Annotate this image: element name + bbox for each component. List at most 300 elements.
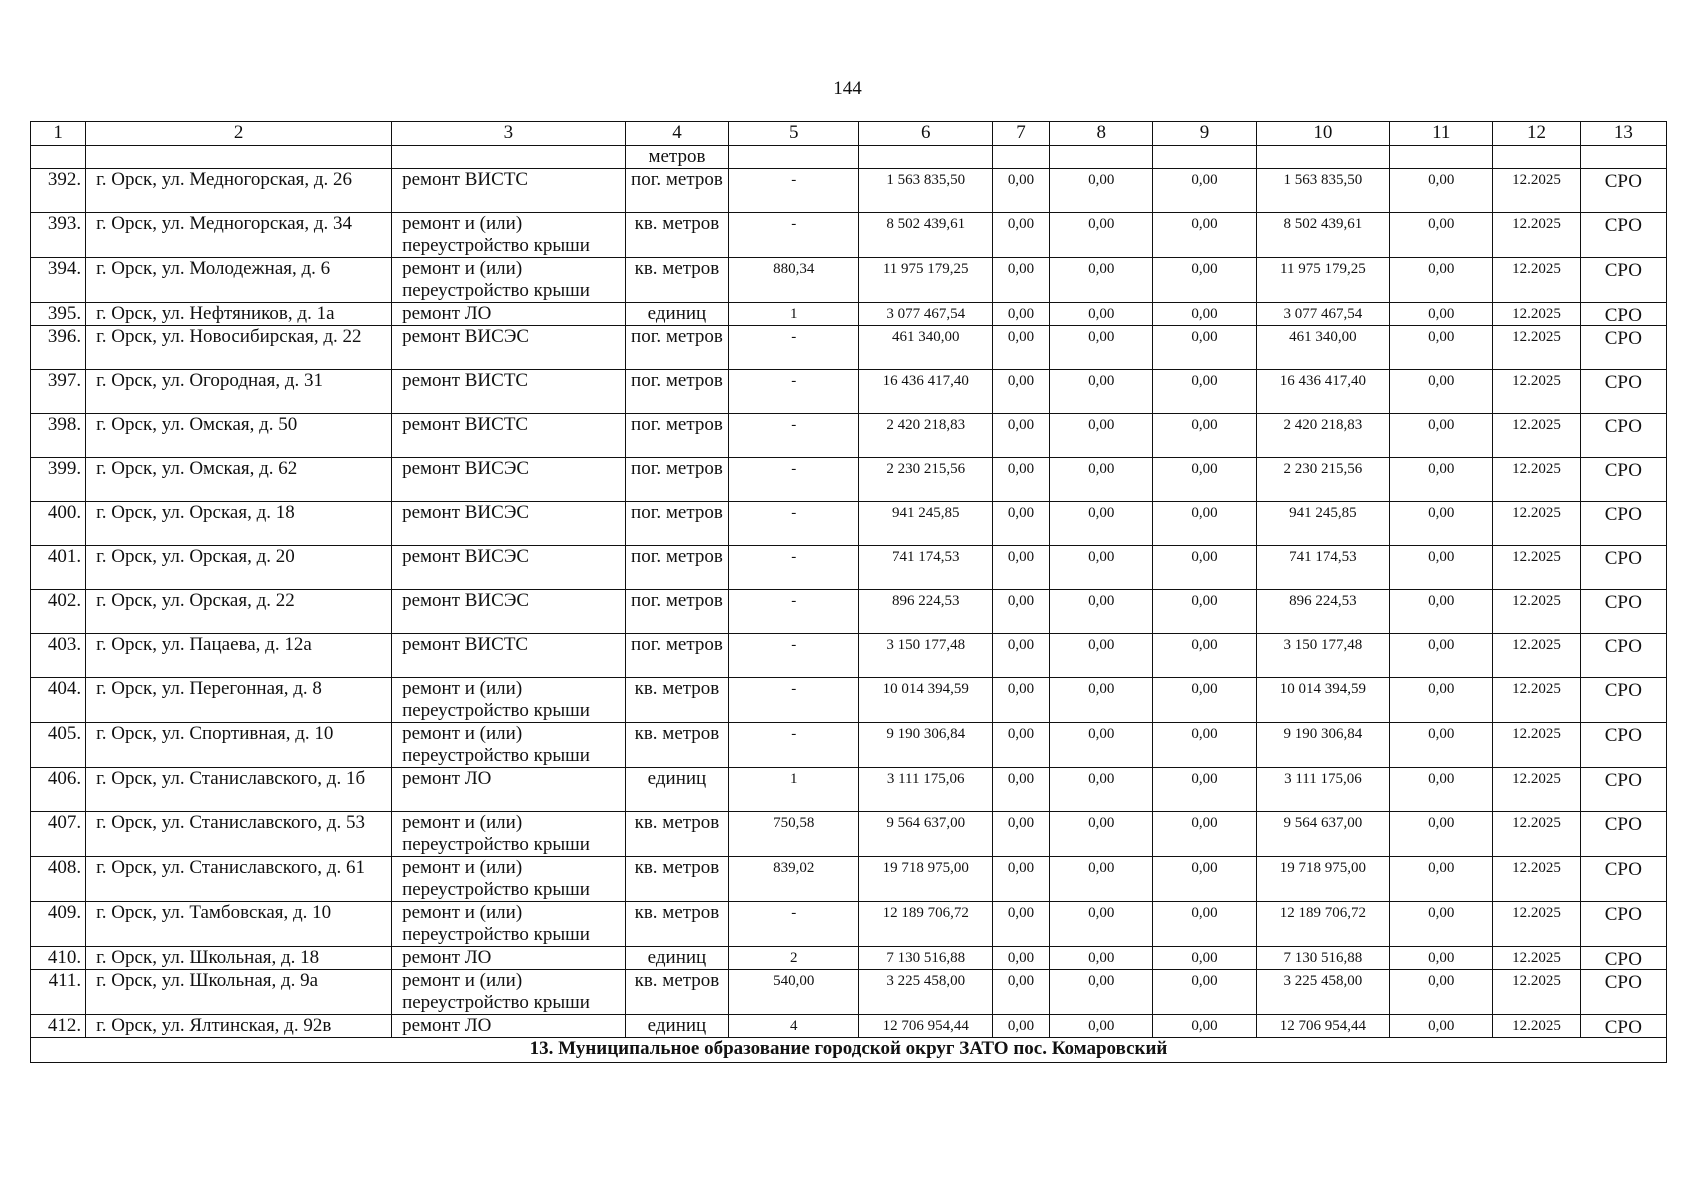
column-11-cell: 0,00 xyxy=(1390,723,1493,768)
quantity-cell: - xyxy=(729,414,859,458)
method-cell xyxy=(1580,370,1666,414)
unit-cell: кв. метров xyxy=(625,723,728,768)
column-7-cell: 0,00 xyxy=(992,370,1049,414)
total-cost-cell: 3 225 458,00 xyxy=(859,970,992,1015)
row-number-cell: 402. xyxy=(31,590,86,634)
completion-date-cell: 12.2025 xyxy=(1493,768,1580,812)
column-8-cell: 0,00 xyxy=(1050,414,1153,458)
unit-cell: пог. метров xyxy=(625,169,728,213)
unit-cell: пог. метров xyxy=(625,502,728,546)
total-cost-cell: 19 718 975,00 xyxy=(859,857,992,902)
total-cost-cell: 7 130 516,88 xyxy=(859,947,992,970)
column-8-cell: 0,00 xyxy=(1050,902,1153,947)
total-cost-cell: 9 564 637,00 xyxy=(859,812,992,857)
column-11-cell: 0,00 xyxy=(1390,213,1493,258)
unit-cell: кв. метров xyxy=(625,678,728,723)
column-header: 7 xyxy=(992,122,1049,146)
table-row xyxy=(31,414,1667,458)
column-9-cell: 0,00 xyxy=(1153,258,1256,303)
column-9-cell: 0,00 xyxy=(1153,546,1256,590)
column-header: 1 xyxy=(31,122,86,146)
quantity-cell: 880,34 xyxy=(729,258,859,303)
unit-cell: пог. метров xyxy=(625,634,728,678)
column-11-cell: 0,00 xyxy=(1390,458,1493,502)
table-row xyxy=(31,326,1667,370)
row-number-cell: 393. xyxy=(31,213,86,258)
column-7-cell: 0,00 xyxy=(992,458,1049,502)
column-9-cell: 0,00 xyxy=(1153,502,1256,546)
work-type-cell: ремонт и (или) переустройство крыши xyxy=(392,857,626,902)
page-number: 144 xyxy=(833,78,862,99)
column-11-cell: 0,00 xyxy=(1390,634,1493,678)
column-11-cell: 0,00 xyxy=(1390,902,1493,947)
method-label: СРО xyxy=(1604,770,1642,791)
column-7-cell: 0,00 xyxy=(992,258,1049,303)
table-row xyxy=(31,902,1667,947)
completion-date-cell: 12.2025 xyxy=(1493,970,1580,1015)
column-11-cell: 0,00 xyxy=(1390,970,1493,1015)
method-cell xyxy=(1580,634,1666,678)
work-type-cell: ремонт ВИСТС xyxy=(392,414,626,458)
table-row xyxy=(31,458,1667,502)
quantity-cell: 750,58 xyxy=(729,812,859,857)
column-8-cell: 0,00 xyxy=(1050,970,1153,1015)
table-row xyxy=(31,303,1667,326)
column-10-cell: 1 563 835,50 xyxy=(1256,169,1389,213)
quantity-cell: 1 xyxy=(729,303,859,326)
method-label: СРО xyxy=(1604,215,1642,236)
unit-cell: пог. метров xyxy=(625,414,728,458)
column-header: 13 xyxy=(1580,122,1666,146)
table-row xyxy=(31,258,1667,303)
completion-date-cell: 12.2025 xyxy=(1493,303,1580,326)
column-9-cell: 0,00 xyxy=(1153,213,1256,258)
total-cost-cell: 11 975 179,25 xyxy=(859,258,992,303)
column-9-cell: 0,00 xyxy=(1153,857,1256,902)
column-9-cell: 0,00 xyxy=(1153,723,1256,768)
address-cell: г. Орск, ул. Огородная, д. 31 xyxy=(86,370,392,414)
column-8-cell: 0,00 xyxy=(1050,947,1153,970)
row-number-cell: 394. xyxy=(31,258,86,303)
work-type-cell: ремонт ВИСЭС xyxy=(392,458,626,502)
total-cost-cell: 941 245,85 xyxy=(859,502,992,546)
completion-date-cell: 12.2025 xyxy=(1493,634,1580,678)
column-8-cell: 0,00 xyxy=(1050,303,1153,326)
table-row xyxy=(31,546,1667,590)
column-7-cell: 0,00 xyxy=(992,634,1049,678)
column-9-cell: 0,00 xyxy=(1153,947,1256,970)
column-11-cell: 0,00 xyxy=(1390,590,1493,634)
column-10-cell: 16 436 417,40 xyxy=(1256,370,1389,414)
column-8-cell: 0,00 xyxy=(1050,458,1153,502)
work-type-cell: ремонт ЛО xyxy=(392,1015,626,1038)
method-label: СРО xyxy=(1604,904,1642,925)
total-cost-cell: 896 224,53 xyxy=(859,590,992,634)
quantity-cell: - xyxy=(729,678,859,723)
section-heading-row xyxy=(31,1038,1667,1063)
continuation-row xyxy=(31,146,1667,169)
row-number-cell: 412. xyxy=(31,1015,86,1038)
work-type-cell: ремонт ВИСЭС xyxy=(392,590,626,634)
quantity-cell: - xyxy=(729,590,859,634)
column-11-cell: 0,00 xyxy=(1390,370,1493,414)
row-number-cell: 401. xyxy=(31,546,86,590)
column-8-cell: 0,00 xyxy=(1050,590,1153,634)
column-8-cell: 0,00 xyxy=(1050,370,1153,414)
method-label: СРО xyxy=(1604,636,1642,657)
address-cell: г. Орск, ул. Станиславского, д. 1б xyxy=(86,768,392,812)
unit-cell: пог. метров xyxy=(625,326,728,370)
method-label: СРО xyxy=(1604,260,1642,281)
quantity-cell: - xyxy=(729,634,859,678)
method-cell xyxy=(1580,768,1666,812)
completion-date-cell: 12.2025 xyxy=(1493,370,1580,414)
row-number-cell: 398. xyxy=(31,414,86,458)
quantity-cell: 1 xyxy=(729,768,859,812)
column-7-cell: 0,00 xyxy=(992,970,1049,1015)
method-label: СРО xyxy=(1604,859,1642,880)
completion-date-cell: 12.2025 xyxy=(1493,414,1580,458)
column-10-cell: 8 502 439,61 xyxy=(1256,213,1389,258)
method-cell xyxy=(1580,502,1666,546)
column-header: 6 xyxy=(859,122,992,146)
address-cell: г. Орск, ул. Омская, д. 62 xyxy=(86,458,392,502)
column-11-cell: 0,00 xyxy=(1390,947,1493,970)
work-type-cell: ремонт и (или) переустройство крыши xyxy=(392,970,626,1015)
column-10-cell: 9 564 637,00 xyxy=(1256,812,1389,857)
quantity-cell: 839,02 xyxy=(729,857,859,902)
column-11-cell: 0,00 xyxy=(1390,326,1493,370)
row-number-cell: 409. xyxy=(31,902,86,947)
method-cell xyxy=(1580,970,1666,1015)
work-type-cell: ремонт и (или) переустройство крыши xyxy=(392,902,626,947)
column-9-cell: 0,00 xyxy=(1153,414,1256,458)
work-type-cell: ремонт и (или) переустройство крыши xyxy=(392,678,626,723)
work-type-cell: ремонт ЛО xyxy=(392,768,626,812)
work-type-cell: ремонт ВИСТС xyxy=(392,370,626,414)
column-7-cell: 0,00 xyxy=(992,326,1049,370)
column-11-cell: 0,00 xyxy=(1390,258,1493,303)
completion-date-cell: 12.2025 xyxy=(1493,812,1580,857)
completion-date-cell: 12.2025 xyxy=(1493,546,1580,590)
column-7-cell: 0,00 xyxy=(992,169,1049,213)
address-cell: г. Орск, ул. Орская, д. 20 xyxy=(86,546,392,590)
address-cell: г. Орск, ул. Спортивная, д. 10 xyxy=(86,723,392,768)
quantity-cell: 4 xyxy=(729,1015,859,1038)
unit-cell: метров xyxy=(625,146,728,169)
section-heading: 13. Муниципальное образование городской округ ЗАТО пос. Комаровский xyxy=(31,1038,1667,1063)
column-9-cell: 0,00 xyxy=(1153,303,1256,326)
table-row xyxy=(31,947,1667,970)
column-10-cell: 7 130 516,88 xyxy=(1256,947,1389,970)
total-cost-cell: 16 436 417,40 xyxy=(859,370,992,414)
table-row xyxy=(31,1015,1667,1038)
column-7-cell: 0,00 xyxy=(992,857,1049,902)
unit-cell: единиц xyxy=(625,1015,728,1038)
column-10-cell: 741 174,53 xyxy=(1256,546,1389,590)
table-row xyxy=(31,970,1667,1015)
method-label: СРО xyxy=(1604,372,1642,393)
work-type-cell: ремонт ЛО xyxy=(392,947,626,970)
completion-date-cell: 12.2025 xyxy=(1493,857,1580,902)
completion-date-cell: 12.2025 xyxy=(1493,590,1580,634)
unit-cell: кв. метров xyxy=(625,970,728,1015)
total-cost-cell: 3 077 467,54 xyxy=(859,303,992,326)
column-8-cell: 0,00 xyxy=(1050,1015,1153,1038)
quantity-cell: - xyxy=(729,902,859,947)
table-row xyxy=(31,213,1667,258)
total-cost-cell: 461 340,00 xyxy=(859,326,992,370)
column-11-cell: 0,00 xyxy=(1390,169,1493,213)
column-10-cell: 11 975 179,25 xyxy=(1256,258,1389,303)
unit-cell: единиц xyxy=(625,947,728,970)
row-number-cell: 397. xyxy=(31,370,86,414)
method-label: СРО xyxy=(1604,416,1642,437)
column-header: 12 xyxy=(1493,122,1580,146)
row-number-cell: 395. xyxy=(31,303,86,326)
work-type-cell: ремонт ВИСЭС xyxy=(392,546,626,590)
method-cell xyxy=(1580,947,1666,970)
column-7-cell: 0,00 xyxy=(992,213,1049,258)
method-cell xyxy=(1580,902,1666,947)
quantity-cell: 2 xyxy=(729,947,859,970)
column-header: 9 xyxy=(1153,122,1256,146)
method-cell xyxy=(1580,458,1666,502)
column-header: 10 xyxy=(1256,122,1389,146)
quantity-cell: - xyxy=(729,169,859,213)
column-10-cell: 461 340,00 xyxy=(1256,326,1389,370)
column-9-cell: 0,00 xyxy=(1153,970,1256,1015)
work-type-cell: ремонт ВИСТС xyxy=(392,169,626,213)
column-10-cell: 941 245,85 xyxy=(1256,502,1389,546)
column-8-cell: 0,00 xyxy=(1050,169,1153,213)
row-number-cell: 392. xyxy=(31,169,86,213)
column-11-cell: 0,00 xyxy=(1390,857,1493,902)
quantity-cell: - xyxy=(729,458,859,502)
column-7-cell: 0,00 xyxy=(992,902,1049,947)
address-cell: г. Орск, ул. Молодежная, д. 6 xyxy=(86,258,392,303)
column-11-cell: 0,00 xyxy=(1390,414,1493,458)
total-cost-cell: 8 502 439,61 xyxy=(859,213,992,258)
column-9-cell: 0,00 xyxy=(1153,634,1256,678)
column-7-cell: 0,00 xyxy=(992,590,1049,634)
column-7-cell: 0,00 xyxy=(992,414,1049,458)
unit-cell: кв. метров xyxy=(625,812,728,857)
column-11-cell: 0,00 xyxy=(1390,1015,1493,1038)
column-8-cell: 0,00 xyxy=(1050,768,1153,812)
column-7-cell: 0,00 xyxy=(992,546,1049,590)
capital-repair-table xyxy=(30,121,1667,1063)
quantity-cell: 540,00 xyxy=(729,970,859,1015)
column-11-cell: 0,00 xyxy=(1390,502,1493,546)
column-7-cell: 0,00 xyxy=(992,502,1049,546)
table-row xyxy=(31,768,1667,812)
column-9-cell: 0,00 xyxy=(1153,1015,1256,1038)
work-type-cell: ремонт ВИСЭС xyxy=(392,326,626,370)
address-cell: г. Орск, ул. Школьная, д. 9а xyxy=(86,970,392,1015)
method-cell xyxy=(1580,414,1666,458)
method-label: СРО xyxy=(1604,548,1642,569)
column-11-cell: 0,00 xyxy=(1390,812,1493,857)
work-type-cell: ремонт ВИСТС xyxy=(392,634,626,678)
unit-cell: кв. метров xyxy=(625,857,728,902)
method-cell xyxy=(1580,590,1666,634)
address-cell: г. Орск, ул. Нефтяников, д. 1а xyxy=(86,303,392,326)
column-header: 3 xyxy=(392,122,626,146)
column-10-cell: 12 706 954,44 xyxy=(1256,1015,1389,1038)
work-type-cell: ремонт ЛО xyxy=(392,303,626,326)
row-number-cell: 407. xyxy=(31,812,86,857)
address-cell: г. Орск, ул. Орская, д. 22 xyxy=(86,590,392,634)
completion-date-cell: 12.2025 xyxy=(1493,326,1580,370)
completion-date-cell: 12.2025 xyxy=(1493,213,1580,258)
address-cell: г. Орск, ул. Станиславского, д. 61 xyxy=(86,857,392,902)
column-10-cell: 19 718 975,00 xyxy=(1256,857,1389,902)
table-row xyxy=(31,678,1667,723)
table-row xyxy=(31,590,1667,634)
completion-date-cell: 12.2025 xyxy=(1493,502,1580,546)
column-header: 5 xyxy=(729,122,859,146)
total-cost-cell: 12 706 954,44 xyxy=(859,1015,992,1038)
work-type-cell: ремонт ВИСЭС xyxy=(392,502,626,546)
total-cost-cell: 3 111 175,06 xyxy=(859,768,992,812)
method-cell xyxy=(1580,303,1666,326)
completion-date-cell: 12.2025 xyxy=(1493,947,1580,970)
row-number-cell: 403. xyxy=(31,634,86,678)
column-header: 11 xyxy=(1390,122,1493,146)
table-row xyxy=(31,634,1667,678)
method-label: СРО xyxy=(1604,305,1642,326)
table-row xyxy=(31,169,1667,213)
quantity-cell: - xyxy=(729,502,859,546)
column-8-cell: 0,00 xyxy=(1050,502,1153,546)
row-number-cell: 411. xyxy=(31,970,86,1015)
total-cost-cell: 741 174,53 xyxy=(859,546,992,590)
method-cell xyxy=(1580,678,1666,723)
address-cell: г. Орск, ул. Омская, д. 50 xyxy=(86,414,392,458)
row-number-cell: 400. xyxy=(31,502,86,546)
quantity-cell: - xyxy=(729,546,859,590)
method-label: СРО xyxy=(1604,504,1642,525)
column-10-cell: 3 225 458,00 xyxy=(1256,970,1389,1015)
table-row xyxy=(31,812,1667,857)
unit-cell: пог. метров xyxy=(625,546,728,590)
table-row xyxy=(31,857,1667,902)
total-cost-cell: 2 420 218,83 xyxy=(859,414,992,458)
column-header: 8 xyxy=(1050,122,1153,146)
unit-cell: пог. метров xyxy=(625,458,728,502)
column-8-cell: 0,00 xyxy=(1050,326,1153,370)
table-row xyxy=(31,370,1667,414)
method-label: СРО xyxy=(1604,814,1642,835)
completion-date-cell: 12.2025 xyxy=(1493,169,1580,213)
address-cell: г. Орск, ул. Новосибирская, д. 22 xyxy=(86,326,392,370)
column-9-cell: 0,00 xyxy=(1153,902,1256,947)
completion-date-cell: 12.2025 xyxy=(1493,723,1580,768)
column-7-cell: 0,00 xyxy=(992,678,1049,723)
address-cell: г. Орск, ул. Тамбовская, д. 10 xyxy=(86,902,392,947)
column-7-cell: 0,00 xyxy=(992,768,1049,812)
table-row xyxy=(31,723,1667,768)
quantity-cell: - xyxy=(729,723,859,768)
work-type-cell: ремонт и (или) переустройство крыши xyxy=(392,258,626,303)
row-number-cell: 410. xyxy=(31,947,86,970)
method-label: СРО xyxy=(1604,328,1642,349)
column-10-cell: 9 190 306,84 xyxy=(1256,723,1389,768)
column-number-header-row xyxy=(31,122,1667,146)
quantity-cell: - xyxy=(729,370,859,414)
total-cost-cell: 2 230 215,56 xyxy=(859,458,992,502)
total-cost-cell: 10 014 394,59 xyxy=(859,678,992,723)
column-7-cell: 0,00 xyxy=(992,947,1049,970)
column-9-cell: 0,00 xyxy=(1153,768,1256,812)
column-10-cell: 12 189 706,72 xyxy=(1256,902,1389,947)
quantity-cell: - xyxy=(729,326,859,370)
table-body xyxy=(31,122,1667,1063)
completion-date-cell: 12.2025 xyxy=(1493,1015,1580,1038)
row-number-cell: 399. xyxy=(31,458,86,502)
unit-cell: кв. метров xyxy=(625,213,728,258)
column-7-cell: 0,00 xyxy=(992,812,1049,857)
total-cost-cell: 3 150 177,48 xyxy=(859,634,992,678)
total-cost-cell: 9 190 306,84 xyxy=(859,723,992,768)
work-type-cell: ремонт и (или) переустройство крыши xyxy=(392,723,626,768)
unit-cell: пог. метров xyxy=(625,370,728,414)
method-cell xyxy=(1580,812,1666,857)
method-label: СРО xyxy=(1604,949,1642,970)
column-11-cell: 0,00 xyxy=(1390,303,1493,326)
column-10-cell: 3 077 467,54 xyxy=(1256,303,1389,326)
table-row xyxy=(31,502,1667,546)
method-cell xyxy=(1580,258,1666,303)
method-label: СРО xyxy=(1604,1017,1642,1038)
column-9-cell: 0,00 xyxy=(1153,812,1256,857)
address-cell: г. Орск, ул. Ялтинская, д. 92в xyxy=(86,1015,392,1038)
method-cell xyxy=(1580,169,1666,213)
total-cost-cell: 12 189 706,72 xyxy=(859,902,992,947)
unit-cell: единиц xyxy=(625,303,728,326)
column-10-cell: 3 111 175,06 xyxy=(1256,768,1389,812)
completion-date-cell: 12.2025 xyxy=(1493,258,1580,303)
unit-cell: пог. метров xyxy=(625,590,728,634)
column-9-cell: 0,00 xyxy=(1153,590,1256,634)
column-9-cell: 0,00 xyxy=(1153,678,1256,723)
address-cell: г. Орск, ул. Медногорская, д. 26 xyxy=(86,169,392,213)
method-label: СРО xyxy=(1604,972,1642,993)
column-8-cell: 0,00 xyxy=(1050,857,1153,902)
column-10-cell: 896 224,53 xyxy=(1256,590,1389,634)
address-cell: г. Орск, ул. Орская, д. 18 xyxy=(86,502,392,546)
column-11-cell: 0,00 xyxy=(1390,678,1493,723)
column-9-cell: 0,00 xyxy=(1153,169,1256,213)
address-cell: г. Орск, ул. Пацаева, д. 12а xyxy=(86,634,392,678)
column-8-cell: 0,00 xyxy=(1050,678,1153,723)
column-9-cell: 0,00 xyxy=(1153,326,1256,370)
method-label: СРО xyxy=(1604,725,1642,746)
column-7-cell: 0,00 xyxy=(992,303,1049,326)
unit-cell: единиц xyxy=(625,768,728,812)
column-8-cell: 0,00 xyxy=(1050,634,1153,678)
address-cell: г. Орск, ул. Школьная, д. 18 xyxy=(86,947,392,970)
work-type-cell: ремонт и (или) переустройство крыши xyxy=(392,213,626,258)
column-header: 2 xyxy=(86,122,392,146)
unit-cell: кв. метров xyxy=(625,258,728,303)
address-cell: г. Орск, ул. Медногорская, д. 34 xyxy=(86,213,392,258)
address-cell: г. Орск, ул. Перегонная, д. 8 xyxy=(86,678,392,723)
column-7-cell: 0,00 xyxy=(992,723,1049,768)
column-8-cell: 0,00 xyxy=(1050,546,1153,590)
row-number-cell: 404. xyxy=(31,678,86,723)
